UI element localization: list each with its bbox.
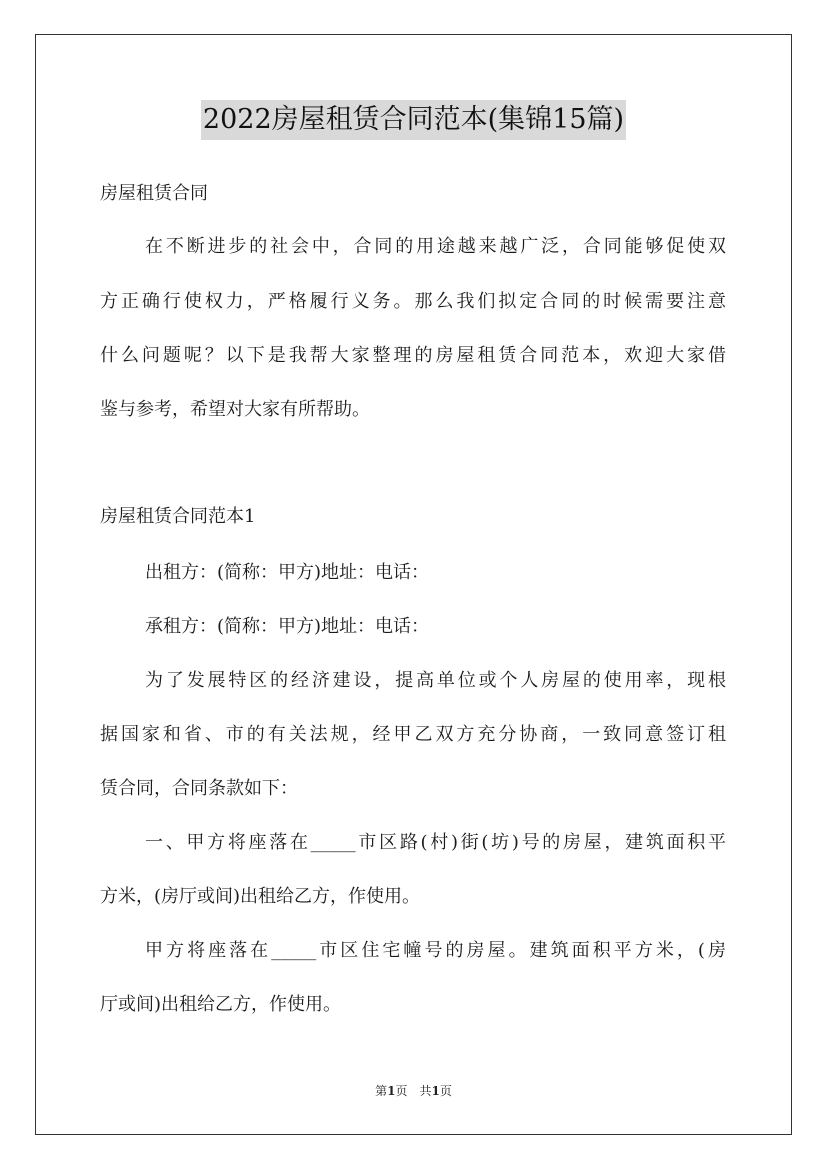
paragraph-line: 在不断进步的社会中，合同的用途越来越广泛，合同能够促使双 (145, 236, 726, 257)
footer-mid: 页 共 (395, 1084, 432, 1098)
paragraph-line: 甲方将座落在_____市区住宅幢号的房屋。建筑面积平方米，(房 (145, 940, 726, 961)
footer-current-page: 1 (387, 1084, 396, 1098)
section-heading: 房屋租赁合同 (100, 183, 208, 204)
paragraph-line: 什么问题呢？以下是我帮大家整理的房屋租赁合同范本，欢迎大家借 (100, 345, 726, 366)
lessee-line: 承租方：(简称：甲方)地址：电话： (145, 616, 430, 637)
paragraph-line: 据国家和省、市的有关法规，经甲乙双方充分协商，一致同意签订租 (100, 724, 726, 745)
title-container (0, 100, 827, 140)
page-footer (0, 1083, 827, 1099)
footer-suffix: 页 (439, 1084, 452, 1098)
paragraph-line: 为了发展特区的经济建设，提高单位或个人房屋的使用率，现根 (145, 670, 726, 691)
paragraph-line: 一、甲方将座落在_____市区路(村)街(坊)号的房屋，建筑面积平 (145, 832, 726, 853)
footer-prefix: 第 (375, 1084, 388, 1098)
paragraph-line: 鉴与参考，希望对大家有所帮助。 (100, 399, 370, 420)
paragraph-line: 赁合同，合同条款如下： (100, 778, 298, 799)
section-heading: 房屋租赁合同范本1 (100, 506, 256, 527)
paragraph-line: 方米，(房厅或间)出租给乙方，作使用。 (100, 886, 421, 907)
paragraph-line: 厅或间)出租给乙方，作使用。 (100, 994, 342, 1015)
lessor-line: 出租方：(简称：甲方)地址：电话： (145, 562, 430, 583)
paragraph-line: 方正确行使权力，严格履行义务。那么我们拟定合同的时候需要注意 (100, 291, 726, 312)
footer-total-pages: 1 (431, 1084, 440, 1098)
document-title: 2022房屋租赁合同范本(集锦15篇) (201, 100, 626, 140)
